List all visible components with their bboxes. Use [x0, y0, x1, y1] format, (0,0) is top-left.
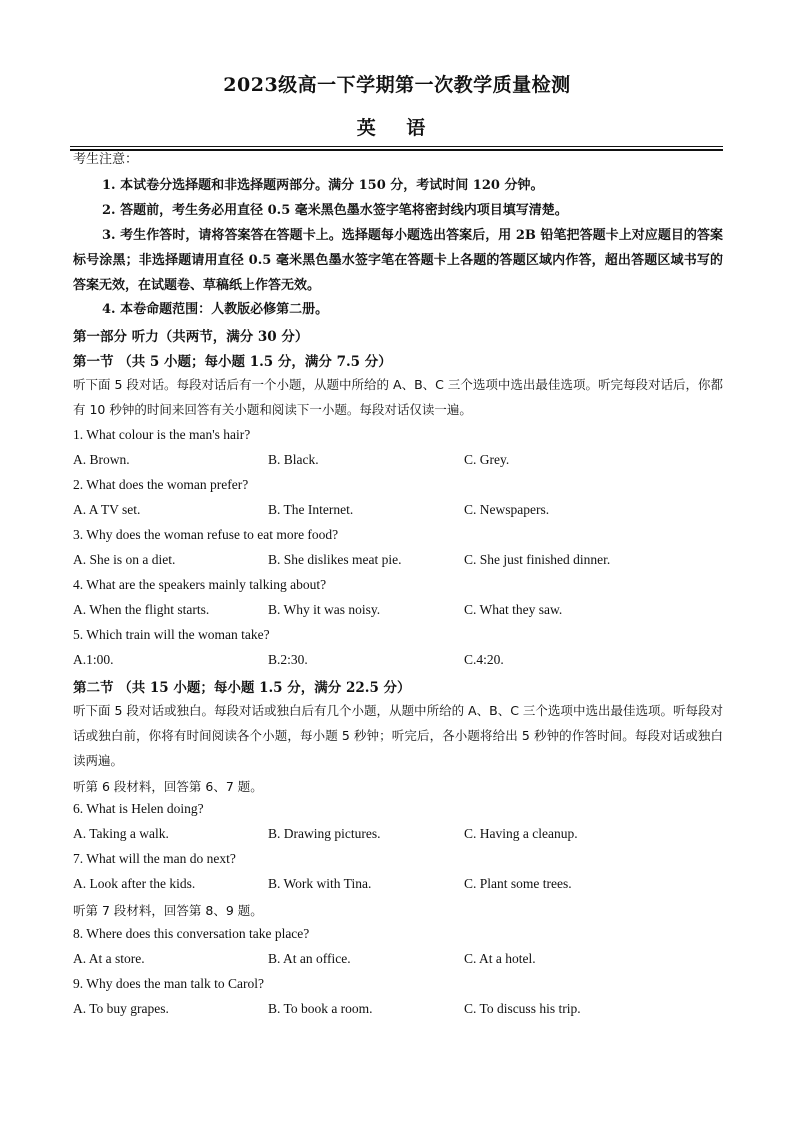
question-9: 9. Why does the man talk to Carol? [73, 976, 264, 991]
q8-option-c: C. At a hotel. [464, 951, 536, 966]
question-7: 7. What will the man do next? [73, 851, 236, 866]
subject-title: 英 语 [356, 117, 438, 139]
section1-instructions: 听下面 5 段对话。每段对话后有一个小题，从题中所给的 A、B、C 三个选项中选出最佳选项。听完每段对话后，你都有 10 秒钟的时间来回答有关小题和阅读下一小题。每段对话仅读一遍。 [73, 377, 723, 417]
question-6: 6. What is Helen doing? [73, 801, 204, 816]
q7-option-c: C. Plant some trees. [464, 876, 572, 891]
question-5: 5. Which train will the woman take? [73, 627, 270, 642]
q6-option-c: C. Having a cleanup. [464, 826, 578, 841]
q9-option-c: C. To discuss his trip. [464, 1001, 581, 1016]
notice-heading: 考生注意： [73, 152, 139, 167]
q1-option-c: C. Grey. [464, 452, 510, 467]
q1-option-b: B. Black. [268, 452, 319, 467]
question-3: 3. Why does the woman refuse to eat more food? [73, 527, 339, 542]
q7-option-b: B. Work with Tina. [268, 876, 372, 891]
q5-option-a: A.1:00. [73, 652, 114, 667]
section1-title: 第一节 （共 5 小题；每小题 1.5 分，满分 7.5 分） [73, 354, 392, 370]
material-7-note: 听第 7 段材料，回答第 8、9 题。 [73, 903, 263, 918]
q2-option-a: A. A TV set. [73, 502, 141, 517]
q3-option-a: A. She is on a diet. [73, 552, 176, 567]
q3-option-c: C. She just finished dinner. [464, 552, 611, 567]
q6-option-a: A. Taking a walk. [73, 826, 169, 841]
q7-option-a: A. Look after the kids. [73, 876, 196, 891]
question-1: 1. What colour is the man's hair? [73, 427, 251, 442]
section2-title: 第二节 （共 15 小题；每小题 1.5 分，满分 22.5 分） [73, 680, 411, 696]
material-6-note: 听第 6 段材料，回答第 6、7 题。 [73, 779, 263, 794]
q6-option-b: B. Drawing pictures. [268, 826, 381, 841]
header-rule-thin [70, 146, 723, 147]
q8-option-b: B. At an office. [268, 951, 351, 966]
notice-item-3-text: 3. 考生作答时，请将答案答在答题卡上。选择题每小题选出答案后，用 2B 铅笔把答题卡上对应题目的答案标号涂黑；非选择题请用直径 0.5 毫米黑色墨水签字笔在答题卡上各题的答题区域内作答，超出答题区域书写的答案无效，在试题卷、草稿纸上作答无效。 [73, 228, 723, 293]
q9-option-b: B. To book a room. [268, 1001, 373, 1016]
q9-option-a: A. To buy grapes. [73, 1001, 169, 1016]
q5-option-c: C.4:20. [464, 652, 504, 667]
question-8: 8. Where does this conversation take place? [73, 926, 310, 941]
question-2: 2. What does the woman prefer? [73, 477, 249, 492]
notice-item-1: 1. 本试卷分选择题和非选择题两部分。满分 150 分，考试时间 120 分钟。 [102, 178, 544, 193]
part1-title: 第一部分 听力（共两节，满分 30 分） [73, 329, 309, 345]
notice-item-4: 4. 本卷命题范围：人教版必修第二册。 [102, 302, 329, 317]
notice-item-3 [73, 223, 723, 298]
q2-option-c: C. Newspapers. [464, 502, 550, 517]
q3-option-b: B. She dislikes meat pie. [268, 552, 402, 567]
q8-option-a: A. At a store. [73, 951, 145, 966]
q5-option-b: B.2:30. [268, 652, 308, 667]
q4-option-a: A. When the flight starts. [73, 602, 210, 617]
q4-option-b: B. Why it was noisy. [268, 602, 381, 617]
q4-option-c: C. What they saw. [464, 602, 563, 617]
question-4: 4. What are the speakers mainly talking about? [73, 577, 327, 592]
exam-title: 2023级高一下学期第一次教学质量检测 [223, 74, 571, 96]
q1-option-a: A. Brown. [73, 452, 130, 467]
q2-option-b: B. The Internet. [268, 502, 354, 517]
section2-instructions: 听下面 5 段对话或独白。每段对话或独白后有几个小题，从题中所给的 A、B、C 三个选项中选出最佳选项。听每段对话或独白前，你将有时间阅读各个小题，每小题 5 秒钟；听完后，各小题将给出 5 秒钟的作答时间。每段对话或独白读两遍。 [73, 703, 723, 768]
notice-item-2: 2. 答题前，考生务必用直径 0.5 毫米黑色墨水签字笔将密封线内项目填写清楚。 [102, 203, 568, 218]
